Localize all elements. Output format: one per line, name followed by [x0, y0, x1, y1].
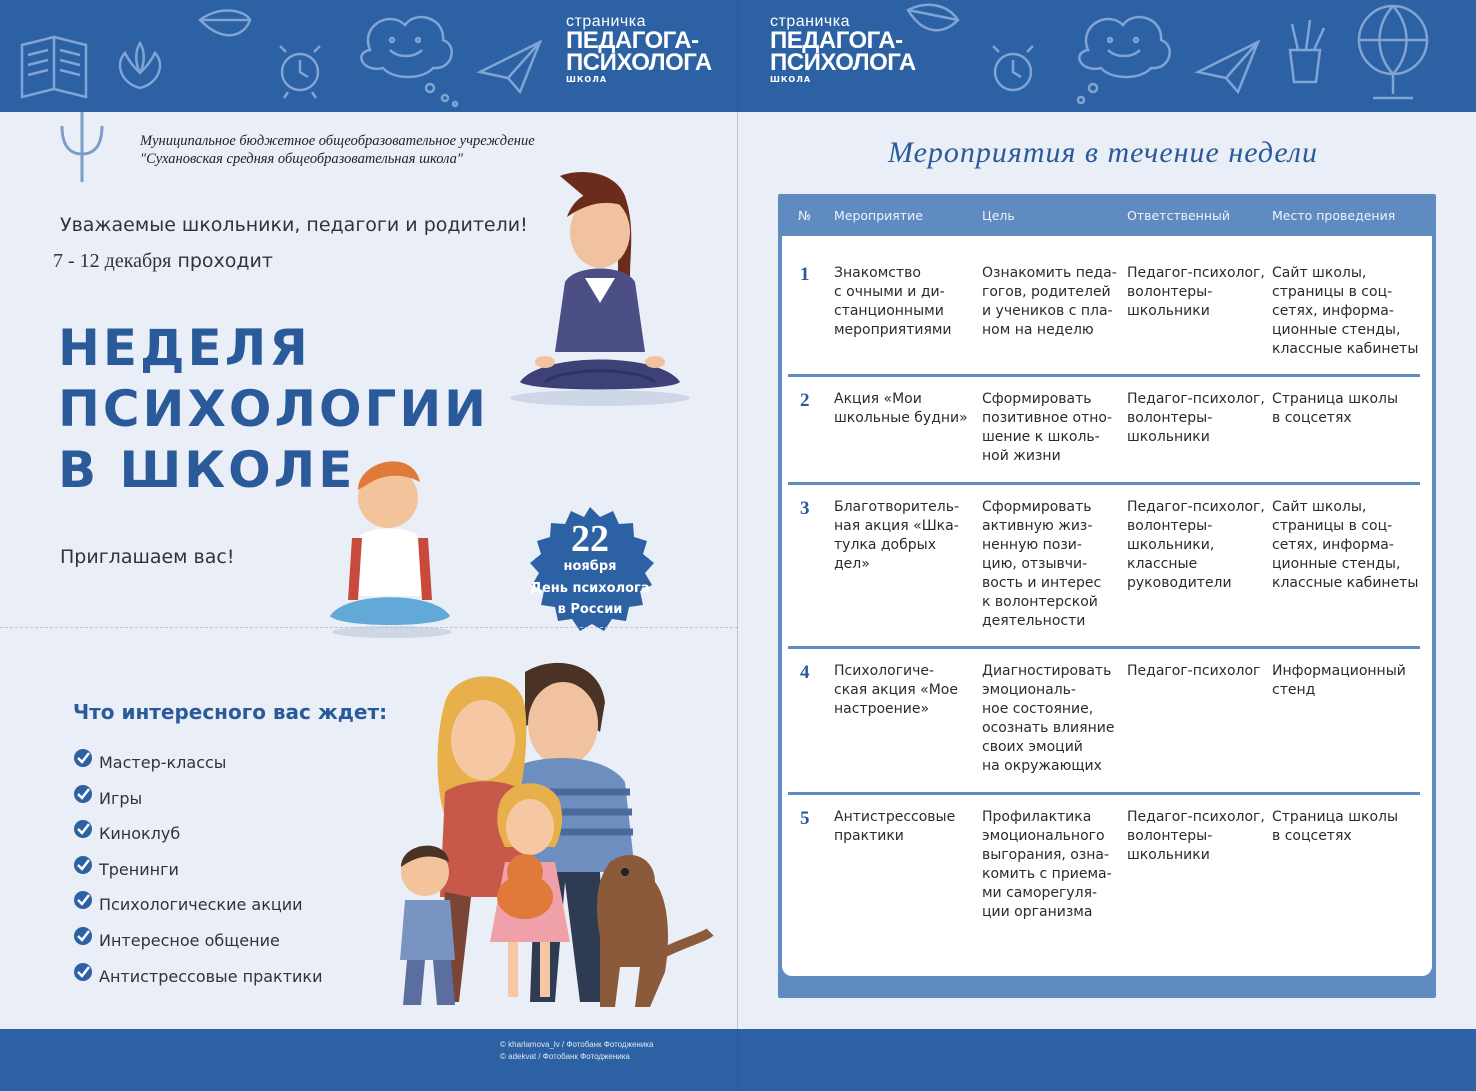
row-place: Страница школы в соцсетях: [1272, 391, 1399, 426]
dates: 7 - 12 декабря: [53, 250, 172, 272]
col-number: №: [798, 208, 812, 223]
logo-tiny: ШКОЛА: [770, 75, 812, 84]
row-event: Психологиче- ская акция «Мое настроение»: [834, 663, 958, 717]
logo-small: страничка: [770, 13, 850, 30]
list-item: [73, 748, 322, 784]
logo-tiny: ШКОЛА: [566, 75, 608, 84]
list-item: [73, 962, 322, 998]
badge-line-3: в России: [557, 602, 623, 617]
row-goal: Диагностировать эмоциональ- ное состояние, осознать влияние своих эмоций на окружающих: [982, 663, 1115, 774]
row-event: Акция «Мои школьные будни»: [834, 391, 968, 426]
list-item: [73, 926, 322, 962]
check-icon: [73, 890, 93, 910]
row-responsible: Педагог-психолог: [1127, 663, 1261, 679]
greeting: Уважаемые школьники, педагоги и родители!: [60, 214, 528, 236]
row-divider: [788, 792, 1420, 795]
dates-line: [53, 250, 273, 273]
row-goal: Профилактика эмоционального выгорания, озна- комить с приема- ми саморегуля- ции организма: [982, 809, 1112, 920]
table-row: [782, 796, 1432, 966]
table-row: [782, 486, 1432, 650]
table-header: [778, 194, 1436, 236]
row-goal: Сформировать активную жиз- ненную пози- цию, отзывчи- вость и интерес к волонтерской деятельности: [982, 499, 1102, 629]
brand-logo: [770, 14, 916, 84]
row-number: 3: [800, 498, 810, 519]
psychologist-day-badge: [518, 497, 662, 641]
credit-line-2: © adekvat / Фотобанк Фотодженика: [500, 1052, 630, 1061]
title-line-1: НЕДЕЛЯ: [58, 319, 311, 377]
row-divider: [788, 482, 1420, 485]
page-fold: [737, 0, 738, 1091]
badge-line-2: День психолога: [530, 581, 650, 596]
list-item: [73, 890, 322, 926]
school-name: [140, 132, 535, 168]
meditating-woman-illustration: [505, 172, 695, 412]
list-item-label: Мастер-классы: [99, 753, 227, 772]
row-place: Страница школы в соцсетях: [1272, 809, 1399, 844]
list-item-label: Антистрессовые практики: [99, 966, 323, 986]
table-row: [782, 236, 1432, 378]
row-place: Информационный стенд: [1272, 663, 1406, 698]
header-band-left: [0, 0, 738, 112]
list-item-label: Психологические акции: [99, 895, 303, 915]
logo-big-2: ПСИХОЛОГА: [770, 49, 916, 76]
table-row: [782, 378, 1432, 486]
list-item-label: Интересное общение: [99, 930, 280, 950]
row-number: 1: [800, 264, 810, 285]
footer-band-left: [0, 1029, 738, 1091]
row-number: 4: [800, 662, 810, 683]
meditating-boy-illustration: [322, 456, 462, 641]
footer-band-right: [738, 1029, 1476, 1091]
logo-big-2: ПСИХОЛОГА: [566, 49, 712, 76]
badge-line-1: ноября: [563, 559, 617, 574]
row-responsible: Педагог-психолог, волонтеры- школьники: [1127, 265, 1265, 319]
row-number: 2: [800, 390, 810, 411]
check-icon: [73, 748, 93, 768]
list-item-label: Киноклуб: [99, 824, 181, 844]
row-event: Знакомство с очными и ди- станционными мероприятиями: [834, 265, 952, 338]
row-responsible: Педагог-психолог, волонтеры- школьники, классные руководители: [1127, 499, 1265, 591]
col-goal: Цель: [982, 208, 1015, 223]
invite-text: Приглашаем вас!: [60, 546, 235, 568]
row-goal: Сформировать позитивное отно- шение к школь- ной жизни: [982, 391, 1113, 464]
logo-small: страничка: [566, 13, 646, 30]
title-line-3: В ШКОЛЕ: [58, 441, 356, 499]
title-line-2: ПСИХОЛОГИИ: [58, 380, 490, 438]
check-icon: [73, 819, 93, 839]
schedule-table: [778, 194, 1436, 998]
check-icon: [73, 784, 93, 804]
row-responsible: Педагог-психолог, волонтеры- школьники: [1127, 391, 1265, 445]
col-event: Мероприятие: [834, 208, 923, 223]
wait-list: [73, 748, 322, 997]
logo-big-1: ПЕДАГОГА-: [566, 27, 699, 54]
list-item-label: Игры: [99, 788, 143, 808]
list-item: [73, 819, 322, 855]
school-line-1: Муниципальное бюджетное общеобразовательное учреждение: [140, 133, 535, 149]
table-body: [782, 236, 1432, 976]
badge-number: 22: [571, 518, 609, 560]
list-item: [73, 784, 322, 820]
check-icon: [73, 926, 93, 946]
list-item-label: Тренинги: [99, 859, 179, 879]
school-line-2: "Сухановская средняя общеобразовательная школа": [140, 151, 464, 167]
check-icon: [73, 855, 93, 875]
col-place: Место проведения: [1272, 208, 1396, 223]
brand-logo: [566, 14, 712, 84]
row-event: Благотворитель- ная акция «Шка- тулка добрых дел»: [834, 499, 960, 572]
row-responsible: Педагог-психолог, волонтеры- школьники: [1127, 809, 1265, 863]
col-responsible: Ответственный: [1127, 208, 1231, 223]
right-page: [738, 0, 1476, 1091]
row-number: 5: [800, 808, 810, 829]
row-place: Сайт школы, страницы в соц- сетях, информа- ционные стенды, классные кабинеты: [1272, 499, 1419, 591]
dates-suffix: проходит: [177, 250, 273, 272]
family-illustration: [385, 662, 715, 1022]
row-goal: Ознакомить педа- гогов, родителей и учеников с пла- ном на неделю: [982, 265, 1117, 338]
check-icon: [73, 962, 93, 982]
header-band-right: [738, 0, 1476, 112]
dashed-divider: [0, 627, 738, 628]
psi-icon: [54, 112, 110, 186]
row-place: Сайт школы, страницы в соц- сетях, информа- ционные стенды, классные кабинеты: [1272, 265, 1419, 357]
row-event: Антистрессовые практики: [834, 809, 956, 844]
schedule-title: Мероприятия в течение недели: [888, 136, 1319, 169]
table-row: [782, 650, 1432, 796]
credit-line-1: © kharlamova_lv / Фотобанк Фотодженика: [500, 1040, 654, 1049]
row-divider: [788, 646, 1420, 649]
list-item: [73, 855, 322, 891]
row-divider: [788, 374, 1420, 377]
wait-title: Что интересного вас ждет:: [73, 700, 388, 724]
logo-big-1: ПЕДАГОГА-: [770, 27, 903, 54]
photo-credits: [500, 1039, 653, 1063]
